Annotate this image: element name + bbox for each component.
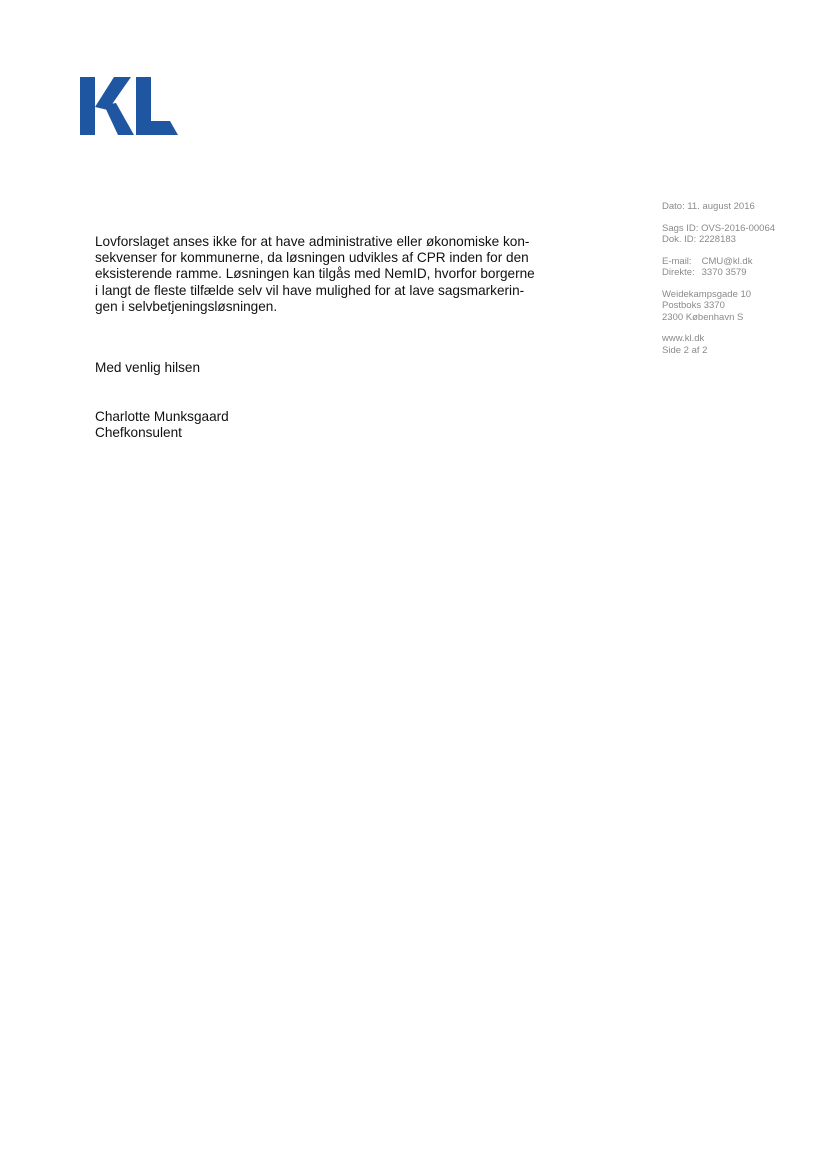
website-line: www.kl.dk: [662, 333, 705, 344]
closing-greeting: Med venlig hilsen: [95, 360, 201, 375]
body-line: Lovforslaget anses ikke for at have administrative eller økonomiske kon-: [95, 234, 530, 249]
direct-phone-line: [662, 267, 812, 279]
body-line: sekvenser for kommunerne, da løsningen udvikles af CPR inden for den: [95, 250, 529, 266]
document-id-line: Dok. ID: 2228183: [662, 234, 736, 245]
case-id-line: Sags ID: OVS-2016-00064: [662, 222, 776, 234]
letter-body-paragraph: [95, 234, 565, 315]
address-po-box: Postboks 3370: [662, 300, 725, 311]
body-line: eksisterende ramme. Løsningen kan tilgås med NemID, hvorfor borgerne: [95, 266, 535, 282]
direct-phone-label: Direkte:: [662, 267, 695, 278]
kl-logo-mark: [80, 77, 178, 137]
body-line: gen i selvbetjeningsløsningen.: [95, 298, 278, 314]
date-line: Dato: 11. august 2016: [662, 201, 755, 212]
address-city: 2300 København S: [662, 311, 744, 323]
kl-logo: [80, 77, 178, 137]
signature-name: Charlotte Munksgaard: [95, 409, 229, 424]
email-line: [662, 256, 812, 268]
body-line: i langt de fleste tilfælde selv vil have mulighed for at lave sagsmarkerin-: [95, 282, 525, 298]
address-street: Weidekampsgade 10: [662, 288, 752, 300]
direct-phone-value: 3370 3579: [701, 267, 747, 278]
email-label: E-mail:: [662, 255, 692, 267]
page-number-line: Side 2 af 2: [662, 344, 708, 356]
signature-block: [95, 409, 229, 441]
email-value: CMU@kl.dk: [701, 255, 753, 267]
sender-info-panel: [662, 201, 812, 366]
signature-title: Chefkonsulent: [95, 425, 182, 441]
